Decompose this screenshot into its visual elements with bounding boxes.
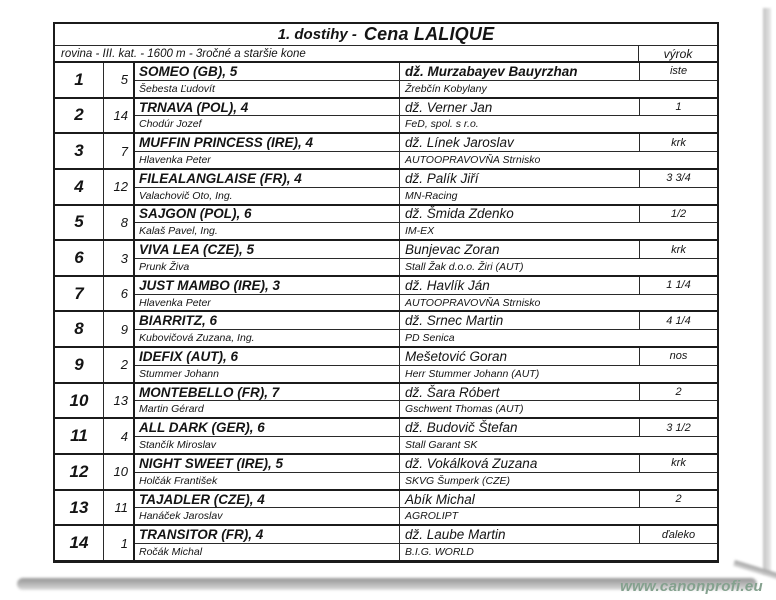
result-row bbox=[55, 382, 717, 418]
watermark-url: www.canonprofi.eu bbox=[620, 578, 763, 595]
owner-name: IM-EX bbox=[405, 225, 435, 238]
verdict-value: 1/2 bbox=[670, 207, 687, 220]
owner-name: B.I.G. WORLD bbox=[405, 546, 474, 558]
race-results-table bbox=[53, 22, 719, 563]
verdict-value: ďaleko bbox=[661, 528, 696, 541]
result-row bbox=[55, 132, 717, 168]
horse-name: SOMEO (GB), 5 bbox=[135, 63, 400, 80]
trainer-name: Prunk Živa bbox=[135, 259, 400, 275]
owner-name: SKVG Šumperk (CZE) bbox=[405, 474, 511, 487]
finish-position: 5 bbox=[55, 206, 104, 240]
finish-position: 9 bbox=[55, 348, 104, 382]
owner-name: MN-Racing bbox=[405, 189, 458, 202]
result-row bbox=[55, 63, 717, 97]
result-row bbox=[55, 489, 717, 525]
row-top-half bbox=[135, 348, 717, 366]
finish-position: 11 bbox=[55, 419, 104, 453]
verdict-value: 1 1/4 bbox=[666, 279, 691, 292]
finish-position: 2 bbox=[55, 99, 104, 133]
jockey-name: dž. Srnec Martin bbox=[400, 312, 640, 329]
row-bottom-half bbox=[135, 295, 717, 311]
verdict-value: 2 bbox=[675, 386, 682, 399]
jockey-name: dž. Murzabayev Bauyrzhan bbox=[400, 63, 640, 80]
start-number: 12 bbox=[104, 170, 135, 204]
start-number: 6 bbox=[104, 277, 135, 311]
row-top-half bbox=[135, 526, 717, 544]
start-number: 11 bbox=[104, 491, 135, 525]
start-number: 9 bbox=[104, 312, 135, 346]
jockey-name: dž. Palík Jiří bbox=[400, 170, 640, 187]
row-top-half bbox=[135, 99, 717, 117]
start-number: 2 bbox=[104, 348, 135, 382]
horse-name: VIVA LEA (CZE), 5 bbox=[135, 241, 400, 258]
row-top-half bbox=[135, 312, 717, 330]
horse-name: TAJADLER (CZE), 4 bbox=[135, 491, 400, 508]
row-top-half bbox=[135, 419, 717, 437]
horse-name: TRANSITOR (FR), 4 bbox=[135, 526, 400, 543]
result-row bbox=[55, 453, 717, 489]
finish-position: 12 bbox=[55, 455, 104, 489]
verdict-value: 4 1/4 bbox=[666, 314, 691, 327]
trainer-name: Hlavenka Peter bbox=[135, 295, 400, 311]
results-rows bbox=[55, 63, 717, 560]
row-details bbox=[135, 491, 717, 525]
row-top-half bbox=[135, 277, 717, 295]
start-number: 4 bbox=[104, 419, 135, 453]
jockey-name: dž. Vokálková Zuzana bbox=[400, 455, 640, 472]
result-row bbox=[55, 239, 717, 275]
row-bottom-half bbox=[135, 223, 717, 239]
row-bottom-half bbox=[135, 366, 717, 382]
owner-name: Žrebčín Kobylany bbox=[405, 82, 487, 95]
owner-name: Herr Stummer Johann (AUT) bbox=[405, 367, 540, 380]
owner-name: Stall Garant SK bbox=[405, 439, 478, 452]
verdict-value: 3 1/2 bbox=[666, 421, 691, 434]
row-details bbox=[135, 170, 717, 204]
row-bottom-half bbox=[135, 544, 717, 560]
owner-name: Stall Žak d.o.o. Žiri (AUT) bbox=[405, 260, 524, 273]
race-number-label: 1. dostihy - bbox=[277, 26, 357, 43]
verdict-column-header: výrok bbox=[638, 46, 717, 61]
row-details bbox=[135, 348, 717, 382]
row-details bbox=[135, 526, 717, 560]
jockey-name: dž. Verner Jan bbox=[400, 99, 640, 116]
row-bottom-half bbox=[135, 473, 717, 489]
horse-name: IDEFIX (AUT), 6 bbox=[135, 348, 400, 365]
horse-name: NIGHT SWEET (IRE), 5 bbox=[135, 455, 400, 472]
jockey-name: Abík Michal bbox=[400, 491, 640, 508]
result-row bbox=[55, 168, 717, 204]
verdict-value: krk bbox=[671, 136, 686, 149]
page-right-shadow bbox=[763, 8, 771, 574]
verdict-value: 1 bbox=[675, 101, 682, 113]
result-row bbox=[55, 310, 717, 346]
verdict-value: iste bbox=[669, 65, 688, 78]
trainer-name: Martin Gérard bbox=[135, 401, 400, 417]
trainer-name: Ročák Michal bbox=[135, 544, 400, 560]
race-name-label: Cena LALIQUE bbox=[363, 24, 495, 44]
jockey-name: dž. Línek Jaroslav bbox=[400, 134, 640, 151]
finish-position: 13 bbox=[55, 491, 104, 525]
finish-position: 7 bbox=[55, 277, 104, 311]
horse-name: FILEALANGLAISE (FR), 4 bbox=[135, 170, 400, 187]
result-row bbox=[55, 346, 717, 382]
jockey-name: dž. Budovič Štefan bbox=[400, 419, 640, 436]
race-conditions-label: rovina - III. kat. - 1600 m - 3ročné a staršie kone bbox=[61, 47, 306, 60]
jockey-name: Bunjevac Zoran bbox=[400, 241, 640, 258]
finish-position: 6 bbox=[55, 241, 104, 275]
row-bottom-half bbox=[135, 330, 717, 346]
trainer-name: Hanáček Jaroslav bbox=[135, 508, 400, 524]
row-details bbox=[135, 419, 717, 453]
jockey-name: dž. Šmida Zdenko bbox=[400, 206, 640, 223]
owner-name: AUTOOPRAVOVŇA Strnisko bbox=[405, 296, 541, 309]
start-number: 3 bbox=[104, 241, 135, 275]
row-details bbox=[135, 241, 717, 275]
verdict-value: nos bbox=[669, 350, 688, 363]
owner-name: PD Senica bbox=[405, 332, 455, 345]
jockey-name: dž. Šara Róbert bbox=[400, 384, 640, 401]
row-details bbox=[135, 277, 717, 311]
trainer-name: Kubovičová Zuzana, Ing. bbox=[135, 330, 400, 346]
verdict-value: 2 bbox=[675, 493, 682, 506]
verdict-value: 3 3/4 bbox=[666, 172, 691, 185]
race-title bbox=[55, 24, 717, 46]
trainer-name: Hlavenka Peter bbox=[135, 152, 400, 168]
finish-position: 8 bbox=[55, 312, 104, 346]
trainer-name: Šebesta Ľudovít bbox=[135, 81, 400, 97]
finish-position: 14 bbox=[55, 526, 104, 560]
row-bottom-half bbox=[135, 401, 717, 417]
horse-name: MUFFIN PRINCESS (IRE), 4 bbox=[135, 134, 400, 151]
row-top-half bbox=[135, 63, 717, 81]
row-details bbox=[135, 63, 717, 97]
start-number: 13 bbox=[104, 384, 135, 418]
result-row bbox=[55, 524, 717, 560]
verdict-value: krk bbox=[671, 457, 686, 470]
jockey-name: Mešetović Goran bbox=[400, 348, 640, 365]
row-details bbox=[135, 206, 717, 240]
owner-name: FeD, spol. s r.o. bbox=[405, 118, 479, 131]
trainer-name: Chodúr Jozef bbox=[135, 116, 400, 132]
row-top-half bbox=[135, 455, 717, 473]
row-bottom-half bbox=[135, 437, 717, 453]
trainer-name: Kalaš Pavel, Ing. bbox=[135, 223, 400, 239]
row-top-half bbox=[135, 134, 717, 152]
verdict-value: krk bbox=[671, 243, 686, 256]
trainer-name: Stummer Johann bbox=[135, 366, 400, 382]
row-bottom-half bbox=[135, 81, 717, 97]
race-conditions-row bbox=[55, 46, 717, 63]
row-details bbox=[135, 134, 717, 168]
start-number: 7 bbox=[104, 134, 135, 168]
trainer-name: Valachovič Oto, Ing. bbox=[135, 188, 400, 204]
row-top-half bbox=[135, 491, 717, 509]
horse-name: TRNAVA (POL), 4 bbox=[135, 99, 400, 116]
row-top-half bbox=[135, 384, 717, 402]
result-row bbox=[55, 204, 717, 240]
finish-position: 4 bbox=[55, 170, 104, 204]
row-bottom-half bbox=[135, 152, 717, 168]
row-bottom-half bbox=[135, 259, 717, 275]
horse-name: ALL DARK (GER), 6 bbox=[135, 419, 400, 436]
start-number: 14 bbox=[104, 99, 135, 133]
result-row bbox=[55, 275, 717, 311]
result-row bbox=[55, 417, 717, 453]
owner-name: AUTOOPRAVOVŇA Strnisko bbox=[405, 153, 541, 166]
row-details bbox=[135, 384, 717, 418]
jockey-name: dž. Laube Martin bbox=[400, 526, 640, 543]
start-number: 5 bbox=[104, 63, 135, 97]
row-top-half bbox=[135, 241, 717, 259]
jockey-name: dž. Havlík Ján bbox=[400, 277, 640, 294]
owner-name: AGROLIPT bbox=[405, 510, 459, 523]
row-details bbox=[135, 99, 717, 133]
result-row bbox=[55, 97, 717, 133]
finish-position: 1 bbox=[55, 63, 104, 97]
start-number: 1 bbox=[104, 526, 135, 560]
row-top-half bbox=[135, 206, 717, 224]
horse-name: MONTEBELLO (FR), 7 bbox=[135, 384, 400, 401]
horse-name: BIARRITZ, 6 bbox=[135, 312, 400, 329]
trainer-name: Holčák František bbox=[135, 473, 400, 489]
horse-name: JUST MAMBO (IRE), 3 bbox=[135, 277, 400, 294]
row-bottom-half bbox=[135, 116, 717, 132]
trainer-name: Stančík Miroslav bbox=[135, 437, 400, 453]
row-bottom-half bbox=[135, 508, 717, 524]
row-bottom-half bbox=[135, 188, 717, 204]
owner-name: Gschwent Thomas (AUT) bbox=[405, 403, 524, 416]
start-number: 10 bbox=[104, 455, 135, 489]
row-top-half bbox=[135, 170, 717, 188]
finish-position: 10 bbox=[55, 384, 104, 418]
start-number: 8 bbox=[104, 206, 135, 240]
horse-name: SAJGON (POL), 6 bbox=[135, 206, 400, 223]
row-details bbox=[135, 312, 717, 346]
finish-position: 3 bbox=[55, 134, 104, 168]
row-details bbox=[135, 455, 717, 489]
